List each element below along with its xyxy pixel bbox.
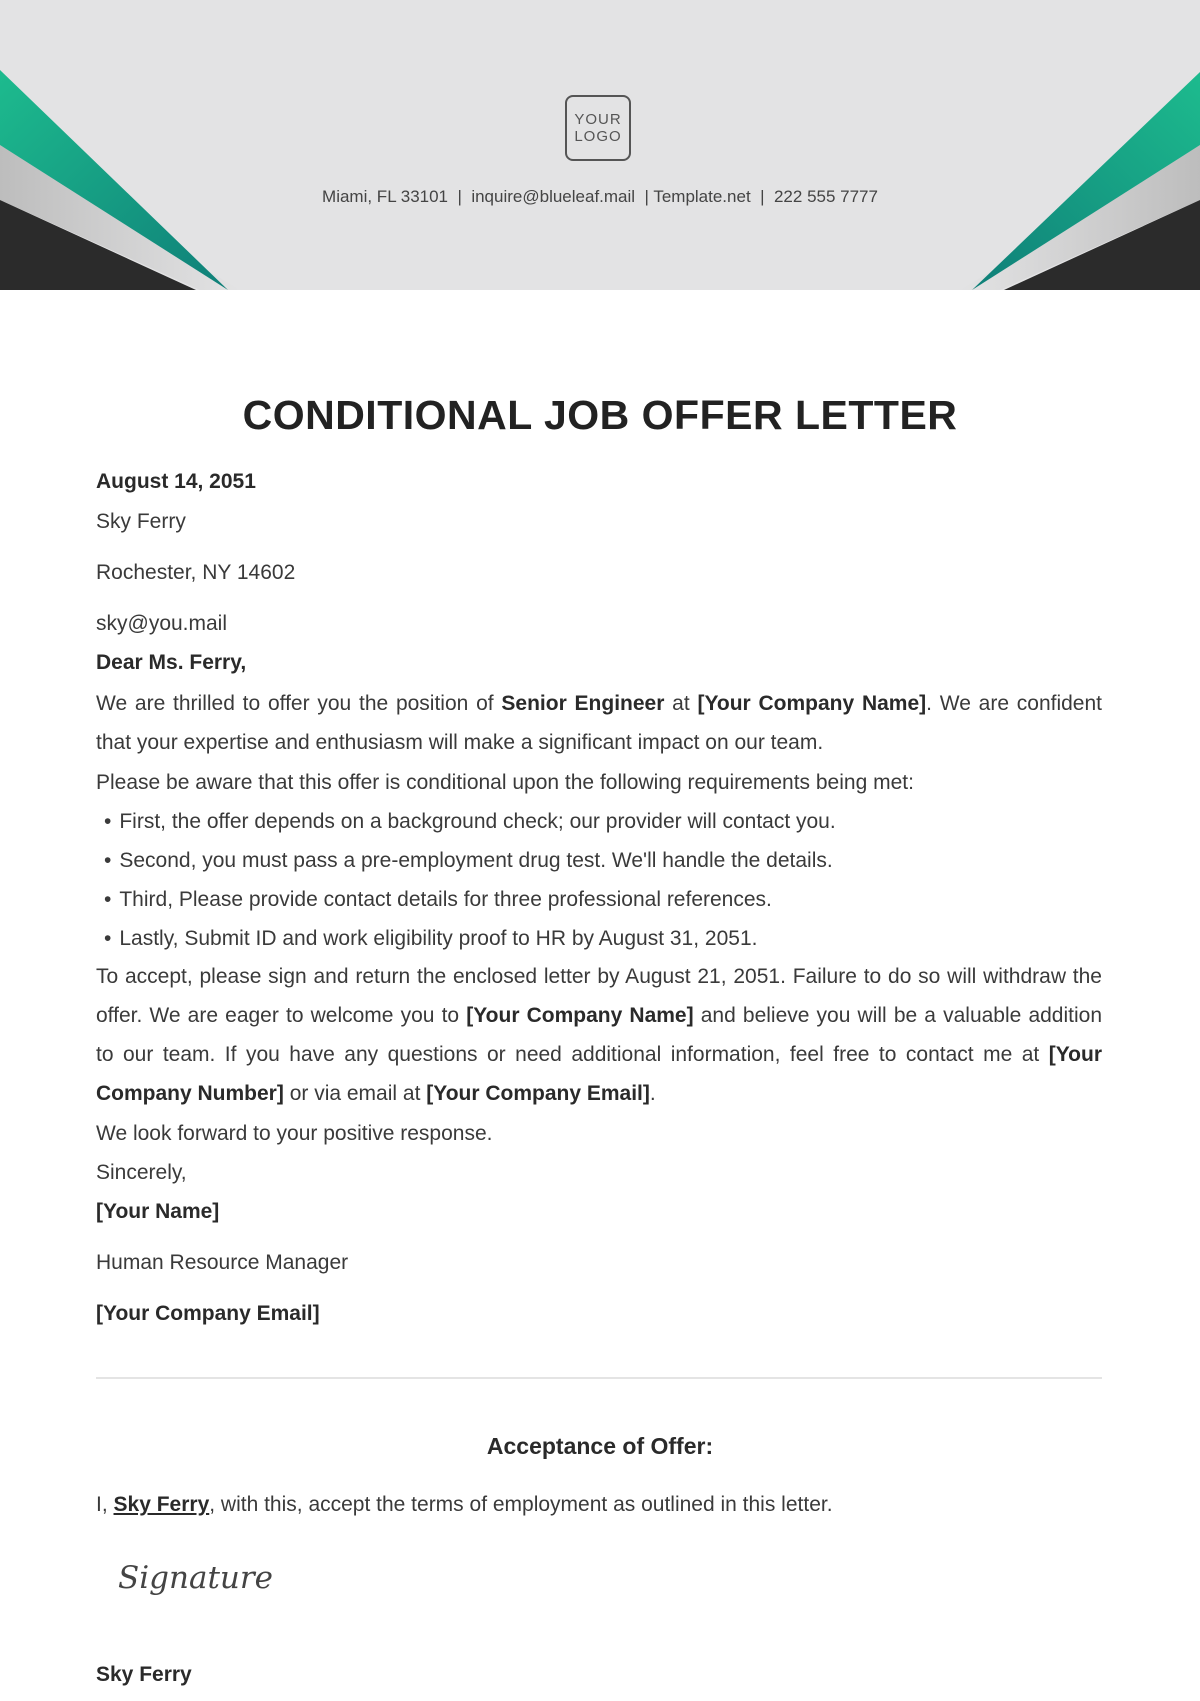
accept-text-4: . (649, 1082, 656, 1105)
signer-name: Sky Ferry (96, 1663, 192, 1686)
condition-item: • Second, you must pass a pre-employment drug test. We'll handle the details. (104, 849, 833, 873)
condition-item: • Lastly, Submit ID and work eligibility proof to HR by August 31, 2051. (104, 927, 757, 951)
intro-text-1: We are thrilled to offer you the position of (96, 692, 502, 715)
accept-text-2: and believe you will be a valuable addition to our team. If you have any questions or need additional information, feel free to contact me at (96, 1004, 1103, 1066)
acceptance-suffix: , with this, accept the terms of employment as outlined in this letter. (209, 1493, 833, 1516)
intro-paragraph (96, 684, 1102, 762)
acceptance-instructions-paragraph (96, 957, 1102, 1113)
sign-off: Sincerely, (96, 1161, 187, 1184)
condition-item: • First, the offer depends on a background check; our provider will contact you. (104, 810, 836, 834)
conditions-intro: Please be aware that this offer is conditional upon the following requirements being met: (96, 771, 914, 794)
contact-info: Miami, FL 33101 | inquire@blueleaf.mail | Template.net | 222 555 7777 (322, 187, 878, 206)
letter-date: August 14, 2051 (96, 470, 256, 493)
condition-item: • Third, Please provide contact details for three professional references. (104, 888, 772, 912)
position-title: Senior Engineer (501, 692, 665, 715)
recipient-email: sky@you.mail (96, 612, 228, 635)
sender-email: [Your Company Email] (96, 1302, 320, 1325)
acceptance-statement (96, 1493, 833, 1517)
company-email-placeholder: [Your Company Email] (426, 1082, 650, 1105)
acceptance-title: Acceptance of Offer: (486, 1433, 714, 1459)
document-title: CONDITIONAL JOB OFFER LETTER (242, 392, 958, 438)
logo-line-1: YOUR (574, 111, 622, 128)
section-divider (96, 1377, 1102, 1379)
signature-line: Signature (118, 1560, 274, 1596)
acceptance-name: Sky Ferry (113, 1493, 210, 1516)
recipient-name: Sky Ferry (96, 510, 186, 533)
logo-line-2: LOGO (574, 128, 622, 145)
accept-text-1: To accept, please sign and return the enclosed letter by August 21, 2051. Failure to do so will withdraw the offer. We are eager to welcome you to (96, 965, 1102, 1027)
company-name-placeholder: [Your Company Name] (697, 692, 927, 715)
letterhead (0, 0, 1200, 290)
salutation: Dear Ms. Ferry, (96, 651, 247, 674)
intro-text-2: at (664, 692, 698, 715)
intro-text-3: . We are confident that your expertise and enthusiasm will make a significant impact on our team. (96, 692, 1102, 754)
accept-text-3: or via email at (283, 1082, 427, 1105)
company-name-placeholder: [Your Company Name] (466, 1004, 694, 1027)
company-number-placeholder: [Your Company Number] (96, 1043, 1102, 1105)
sender-role: Human Resource Manager (96, 1251, 349, 1274)
company-logo (565, 95, 631, 161)
recipient-address: Rochester, NY 14602 (96, 561, 296, 584)
sender-name: [Your Name] (96, 1200, 220, 1223)
acceptance-prefix: I, (96, 1493, 114, 1516)
closing-line: We look forward to your positive response. (96, 1122, 493, 1145)
